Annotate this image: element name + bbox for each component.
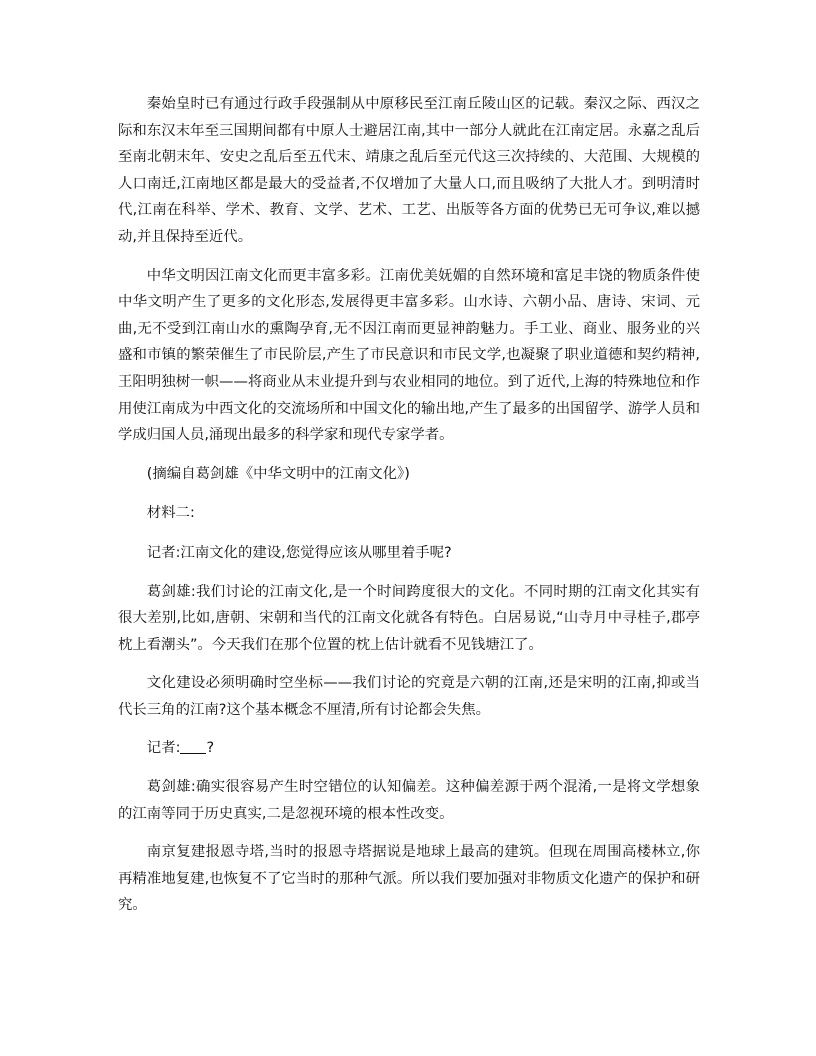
interview-answer-1: 葛剑雄:我们讨论的江南文化,是一个时间跨度很大的文化。不同时期的江南文化其实有很大差别,比如,唐朝、宋朝和当代的江南文化就各有特色。白居易说,“山寺月中寻桂子,郡亭枕上看潮头”。今天我们在那个位置的枕上估计就看不见钱塘江了。	[118, 583, 700, 653]
interview-answer-1-continued: 文化建设必须明确时空坐标——我们讨论的究竟是六朝的江南,还是宋明的江南,抑或当代长三角的江南?这个基本概念不厘清,所有讨论都会失焦。	[118, 675, 700, 718]
fill-in-blank[interactable]	[180, 739, 206, 754]
question-2-prefix: 记者:	[146, 740, 181, 757]
material1-paragraph-2: 中华文明因江南文化而更丰富多彩。江南优美妩媚的自然环境和富足丰饶的物质条件使中华文明产生了更多的文化形态,发展得更丰富多彩。山水诗、六朝小品、唐诗、宋词、元曲,无不受到江南山水的熏陶孕育,无不因江南而更显神韵魅力。手工业、商业、服务业的兴盛和市镇的繁荣催生了市民阶层,产生了市民意识和市民文学,也凝聚了职业道德和契约精神,王阳明独树一帜——将商业从末业提升到与农业相同的地位。到了近代,上海的特殊地位和作用使江南成为中西文化的交流场所和中国文化的输出地,产生了最多的出国留学、游学人员和学成归国人员,涌现出最多的科学家和现代专家学者。	[118, 267, 700, 444]
question-2-suffix: ?	[206, 740, 215, 757]
material2-heading: 材料二:	[146, 505, 195, 522]
interview-question-1: 记者:江南文化的建设,您觉得应该从哪里着手呢?	[146, 544, 452, 561]
interview-answer-2: 葛剑雄:确实很容易产生时空错位的认知偏差。这种偏差源于两个混淆,一是将文学想象的江南等同于历史真实,二是忽视环境的根本性改变。	[118, 779, 700, 822]
interview-question-2	[118, 735, 700, 762]
interview-answer-2-continued: 南京复建报恩寺塔,当时的报恩寺塔据说是地球上最高的建筑。但现在周围高楼林立,你再精准地复建,也恢复不了它当时的那种气派。所以我们要加强对非物质文化遗产的保护和研究。	[118, 844, 700, 914]
material1-source: (摘编自葛剑雄《中华文明中的江南文化》)	[146, 465, 410, 482]
document-body	[118, 91, 700, 919]
material1-paragraph-1: 秦始皇时已有通过行政手段强制从中原移民至江南丘陵山区的记载。秦汉之际、西汉之际和东汉末年至三国期间都有中原人士避居江南,其中一部分人就此在江南定居。永嘉之乱后至南北朝末年、安史之乱后至五代末、靖康之乱后至元代这三次持续的、大范围、大规模的人口南迁,江南地区都是最大的受益者,不仅增加了大量人口,而且吸纳了大批人才。到明清时代,江南在科举、学术、教育、文学、艺术、工艺、出版等各方面的优势已无可争议,难以撼动,并且保持至近代。	[118, 96, 700, 245]
